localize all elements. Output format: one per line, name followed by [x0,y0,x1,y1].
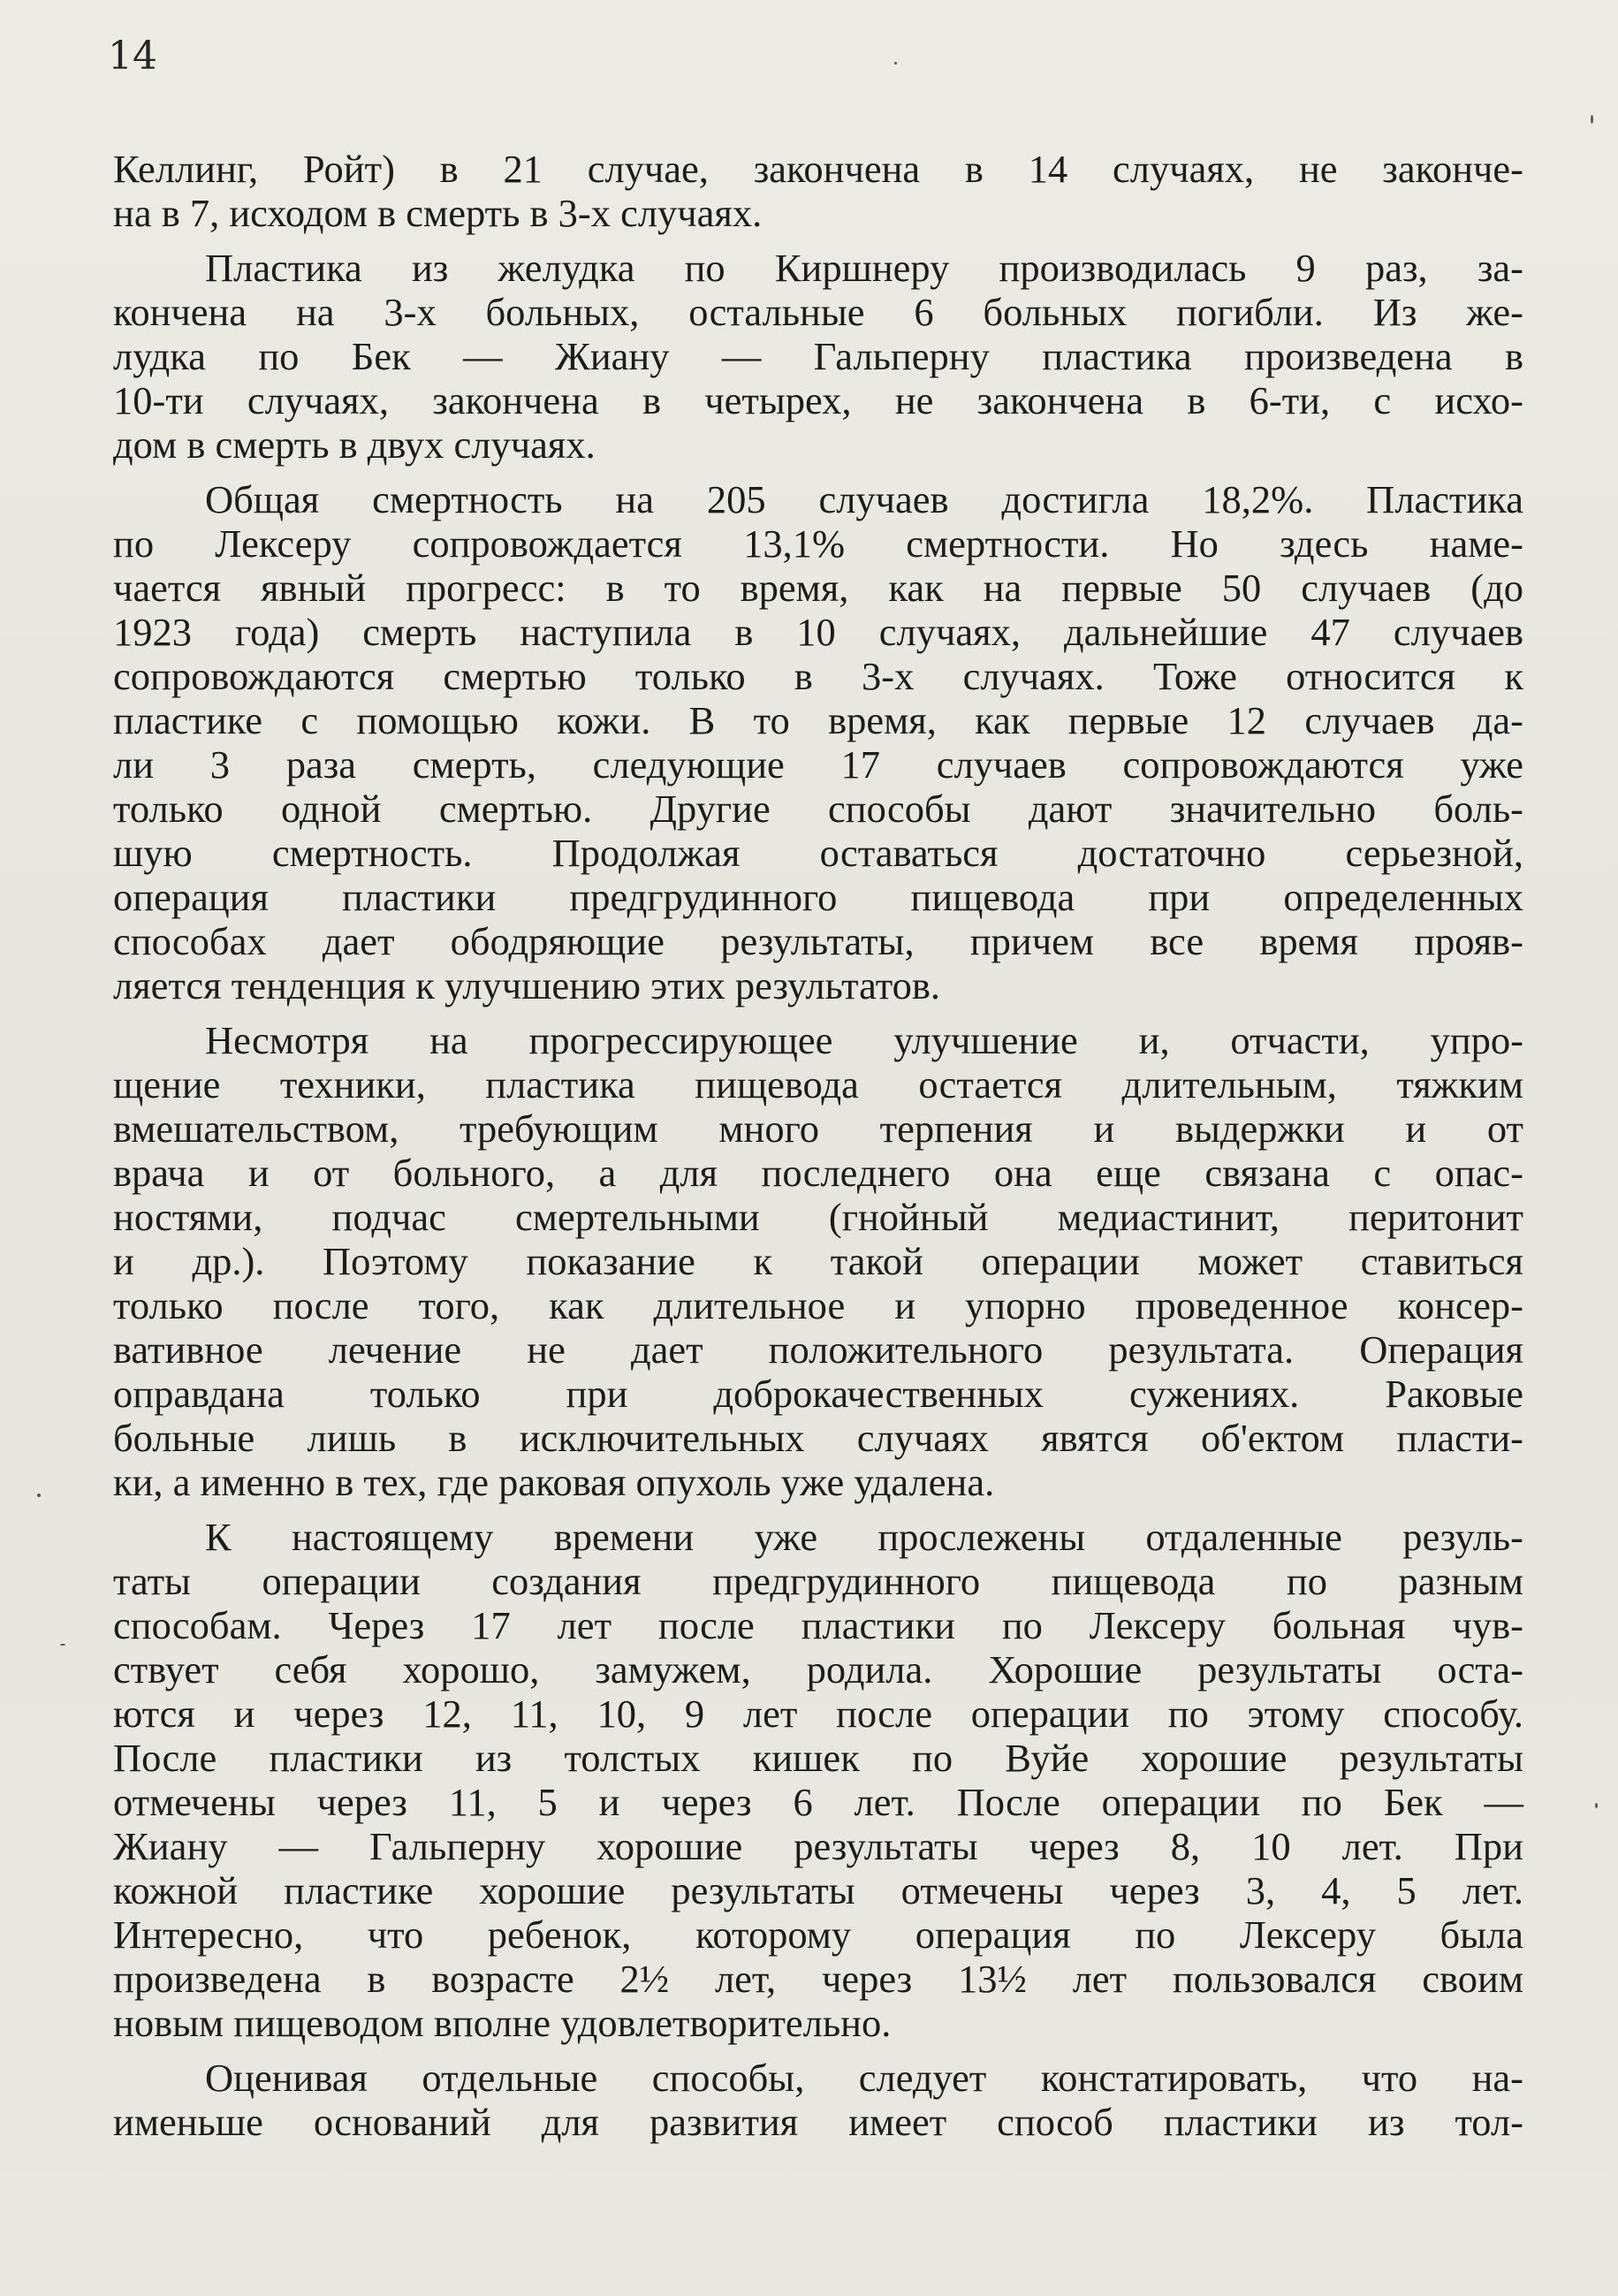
text-line: способам. Через 17 лет после пластики по Лексеру больная чув- [113,1603,1523,1647]
page-number: 14 [108,34,157,79]
text-line: на в 7, исходом в смерть в 3-х случаях. [113,191,763,235]
text-line: 10-ти случаях, закончена в четырех, не закончена в 6-ти, с исхо- [113,378,1523,422]
text-line: Несмотря на прогрессирующее улучшение и, отчасти, упро- [205,1018,1523,1062]
text-line: ностями, подчас смертельными (гнойный медиастинит, перитонит [113,1195,1523,1239]
text-line: щение техники, пластика пищевода остается длительным, тяжким [113,1062,1523,1106]
text-line: вмешательством, требующим много терпения и выдержки и от [113,1106,1523,1151]
text-line: дом в смерть в двух случаях. [113,422,596,467]
paragraph-2 [113,246,1523,467]
paragraph-3 [113,477,1523,1007]
text-line: пластике с помощью кожи. В то время, как первые 12 случаев да- [113,698,1523,742]
scan-speck [37,1494,41,1497]
text-line: кончена на 3-х больных, остальные 6 больных погибли. Из же- [113,290,1523,334]
paragraph-1 [113,147,1523,235]
text-line: только одной смертью. Другие способы дают значительно боль- [113,787,1523,831]
body-text [113,147,1523,2144]
text-line: новым пищеводом вполне удовлетворительно. [113,2001,892,2045]
text-line: оправдана только при доброкачественных сужениях. Раковые [113,1372,1523,1416]
text-line: и др.). Поэтому показание к такой операции может ставиться [113,1239,1523,1283]
text-line: К настоящему времени уже прослежены отдаленные резуль- [205,1515,1523,1559]
text-line: лудка по Бек — Жиану — Гальперну пластика произведена в [113,334,1523,378]
paragraph-6 [113,2056,1523,2144]
text-line: Жиану — Гальперну хорошие результаты через 8, 10 лет. При [113,1824,1523,1868]
text-line: операция пластики предгрудинного пищевода при определенных [113,875,1523,919]
text-line: Келлинг, Ройт) в 21 случае, закончена в 14 случаях, не законче- [113,147,1523,191]
text-line: Оценивая отдельные способы, следует констатировать, что на- [205,2056,1523,2100]
text-line: шую смертность. Продолжая оставаться достаточно серьезной, [113,831,1523,875]
paragraph-4 [113,1018,1523,1504]
text-line: Пластика из желудка по Киршнеру производилась 9 раз, за- [205,246,1523,290]
text-line: ствует себя хорошо, замужем, родила. Хорошие результаты оста- [113,1647,1523,1692]
text-line: кожной пластике хорошие результаты отмечены через 3, 4, 5 лет. [113,1868,1523,1912]
text-line: больные лишь в исключительных случаях явятся об'ектом пласти- [113,1416,1523,1460]
scan-speck [1595,1803,1598,1808]
text-line: сопровождаются смертью только в 3-х случаях. Тоже относится к [113,654,1523,698]
scan-speck [1591,115,1593,124]
scan-speck [894,62,897,65]
paragraph-5 [113,1515,1523,2045]
text-line: чается явный прогресс: в то время, как на первые 50 случаев (до [113,566,1523,610]
text-line: вативное лечение не дает положительного результата. Операция [113,1327,1523,1372]
text-line: врача и от больного, а для последнего она еще связана с опас- [113,1151,1523,1195]
text-line: способах дает ободряющие результаты, причем все время прояв- [113,919,1523,963]
text-line: Интересно, что ребенок, которому операция по Лексеру была [113,1912,1523,1957]
text-line: ки, а именно в тех, где раковая опухоль уже удалена. [113,1460,995,1504]
text-line: ли 3 раза смерть, следующие 17 случаев сопровождаются уже [113,742,1523,787]
text-line: таты операции создания предгрудинного пищевода по разным [113,1559,1523,1603]
text-line: ются и через 12, 11, 10, 9 лет после операции по этому способу. [113,1692,1523,1736]
text-line: отмечены через 11, 5 и через 6 лет. После операции по Бек — [113,1780,1523,1824]
text-line: произведена в возрасте 2½ лет, через 13½ лет пользовался своим [113,1957,1523,2001]
text-line: именьше оснований для развития имеет способ пластики из тол- [113,2100,1523,2144]
text-line: ляется тенденция к улучшению этих результатов. [113,963,940,1007]
text-line: по Лексеру сопровождается 13,1% смертности. Но здесь наме- [113,521,1523,566]
text-line: только после того, как длительное и упорно проведенное консер- [113,1283,1523,1327]
text-line: 1923 года) смерть наступила в 10 случаях, дальнейшие 47 случаев [113,610,1523,654]
text-line: После пластики из толстых кишек по Вуйе хорошие результаты [113,1736,1523,1780]
scan-speck [60,1644,65,1646]
text-line: Общая смертность на 205 случаев достигла 18,2%. Пластика [205,477,1523,521]
